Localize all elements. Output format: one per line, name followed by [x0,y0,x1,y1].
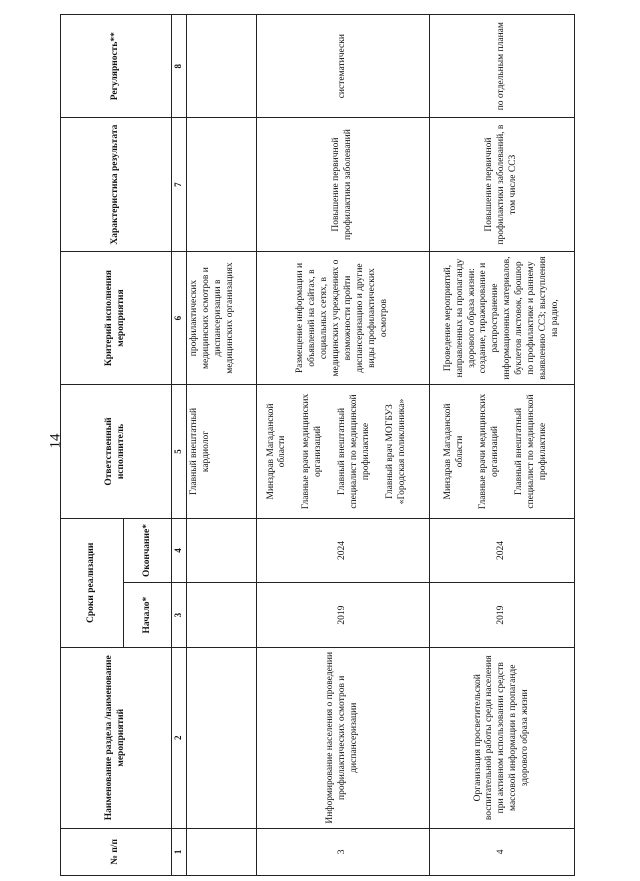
row-num: 3 [256,828,430,875]
header-num: № п/п [61,828,172,875]
executor-line: Минздрав Магаданской области [265,403,288,500]
row-name: Организация просветительской воспитательной работы среди населения при активном использовании средств массовой информации в пропаганде здорового образа жизни [430,647,575,828]
executor-line: Главные врачи медицинских организаций [301,393,324,510]
executor-line: Главный внештатный специалист по медицинской профилактике [514,394,548,509]
header-criterion: Критерий исполнения мероприятия [61,251,172,384]
row-criterion: Размещение информации и объявлений на сайтах, в социальных сетях, в медицинских учреждениях о возможности пройти диспансеризацию и другие виды профилактических осмотров [256,251,430,384]
index-cell: 2 [171,647,186,828]
index-cell: 1 [171,828,186,875]
row-result: Повышение первичной профилактики заболеваний [256,118,430,251]
activities-table [60,14,575,876]
executor-line: Главный врач МОГБУЗ «Городская поликлиника» [384,398,407,505]
row-regularity [187,15,257,118]
header-end: Окончание* [124,518,172,583]
row-end: 2024 [430,518,575,583]
header-start: Начало* [124,583,172,648]
row-end [187,518,257,583]
index-cell: 6 [171,251,186,384]
row-regularity: по отдельным планам [430,15,575,118]
row-end: 2024 [256,518,430,583]
row-num: 4 [430,828,575,875]
header-terms: Сроки реализации [61,518,124,647]
row-num [187,828,257,875]
executor-line: Главные врачи медицинских организаций [478,393,501,510]
row-result [187,118,257,251]
row-result: Повышение первичной профилактики заболеваний, в том числе ССЗ [430,118,575,251]
row-regularity: систематически [256,15,430,118]
index-cell: 8 [171,15,186,118]
row-criterion: профилактических медицинских осмотров и диспансеризации в медицинских организациях [187,251,257,384]
row-executor [430,385,575,518]
index-cell: 4 [171,518,186,583]
row-executor [256,385,430,518]
executor-line: Минздрав Магаданской области [442,403,465,500]
row-start: 2019 [256,583,430,648]
header-name: Наименование раздела /наименование мероприятий [61,647,172,828]
table-row [430,15,575,876]
executor-line: Главный внештатный кардиолог [189,407,211,496]
table-row [256,15,430,876]
row-criterion: Проведение мероприятий, направленных на пропаганду здорового образа жизни: создание, тиражирование и распространение информационных материалов, буклетов листовок, брошюр по профилактике и раннему выявлению ССЗ; выступления на радио, [430,251,575,384]
row-name: Информирование населения о проведении профилактических осмотров и диспансеризации [256,647,430,828]
executor-line: Главный внештатный специалист по медицинской профилактике [337,394,371,509]
header-regularity: Регулярность** [61,15,172,118]
row-start [187,583,257,648]
row-start: 2019 [430,583,575,648]
row-executor [187,385,257,518]
page-number: 14 [47,433,64,449]
table-row [187,15,257,876]
index-cell: 5 [171,385,186,518]
index-cell: 3 [171,583,186,648]
header-result: Характеристика результата [61,118,172,251]
index-cell: 7 [171,118,186,251]
header-executor: Ответственный исполнитель [61,385,172,518]
row-name [187,647,257,828]
